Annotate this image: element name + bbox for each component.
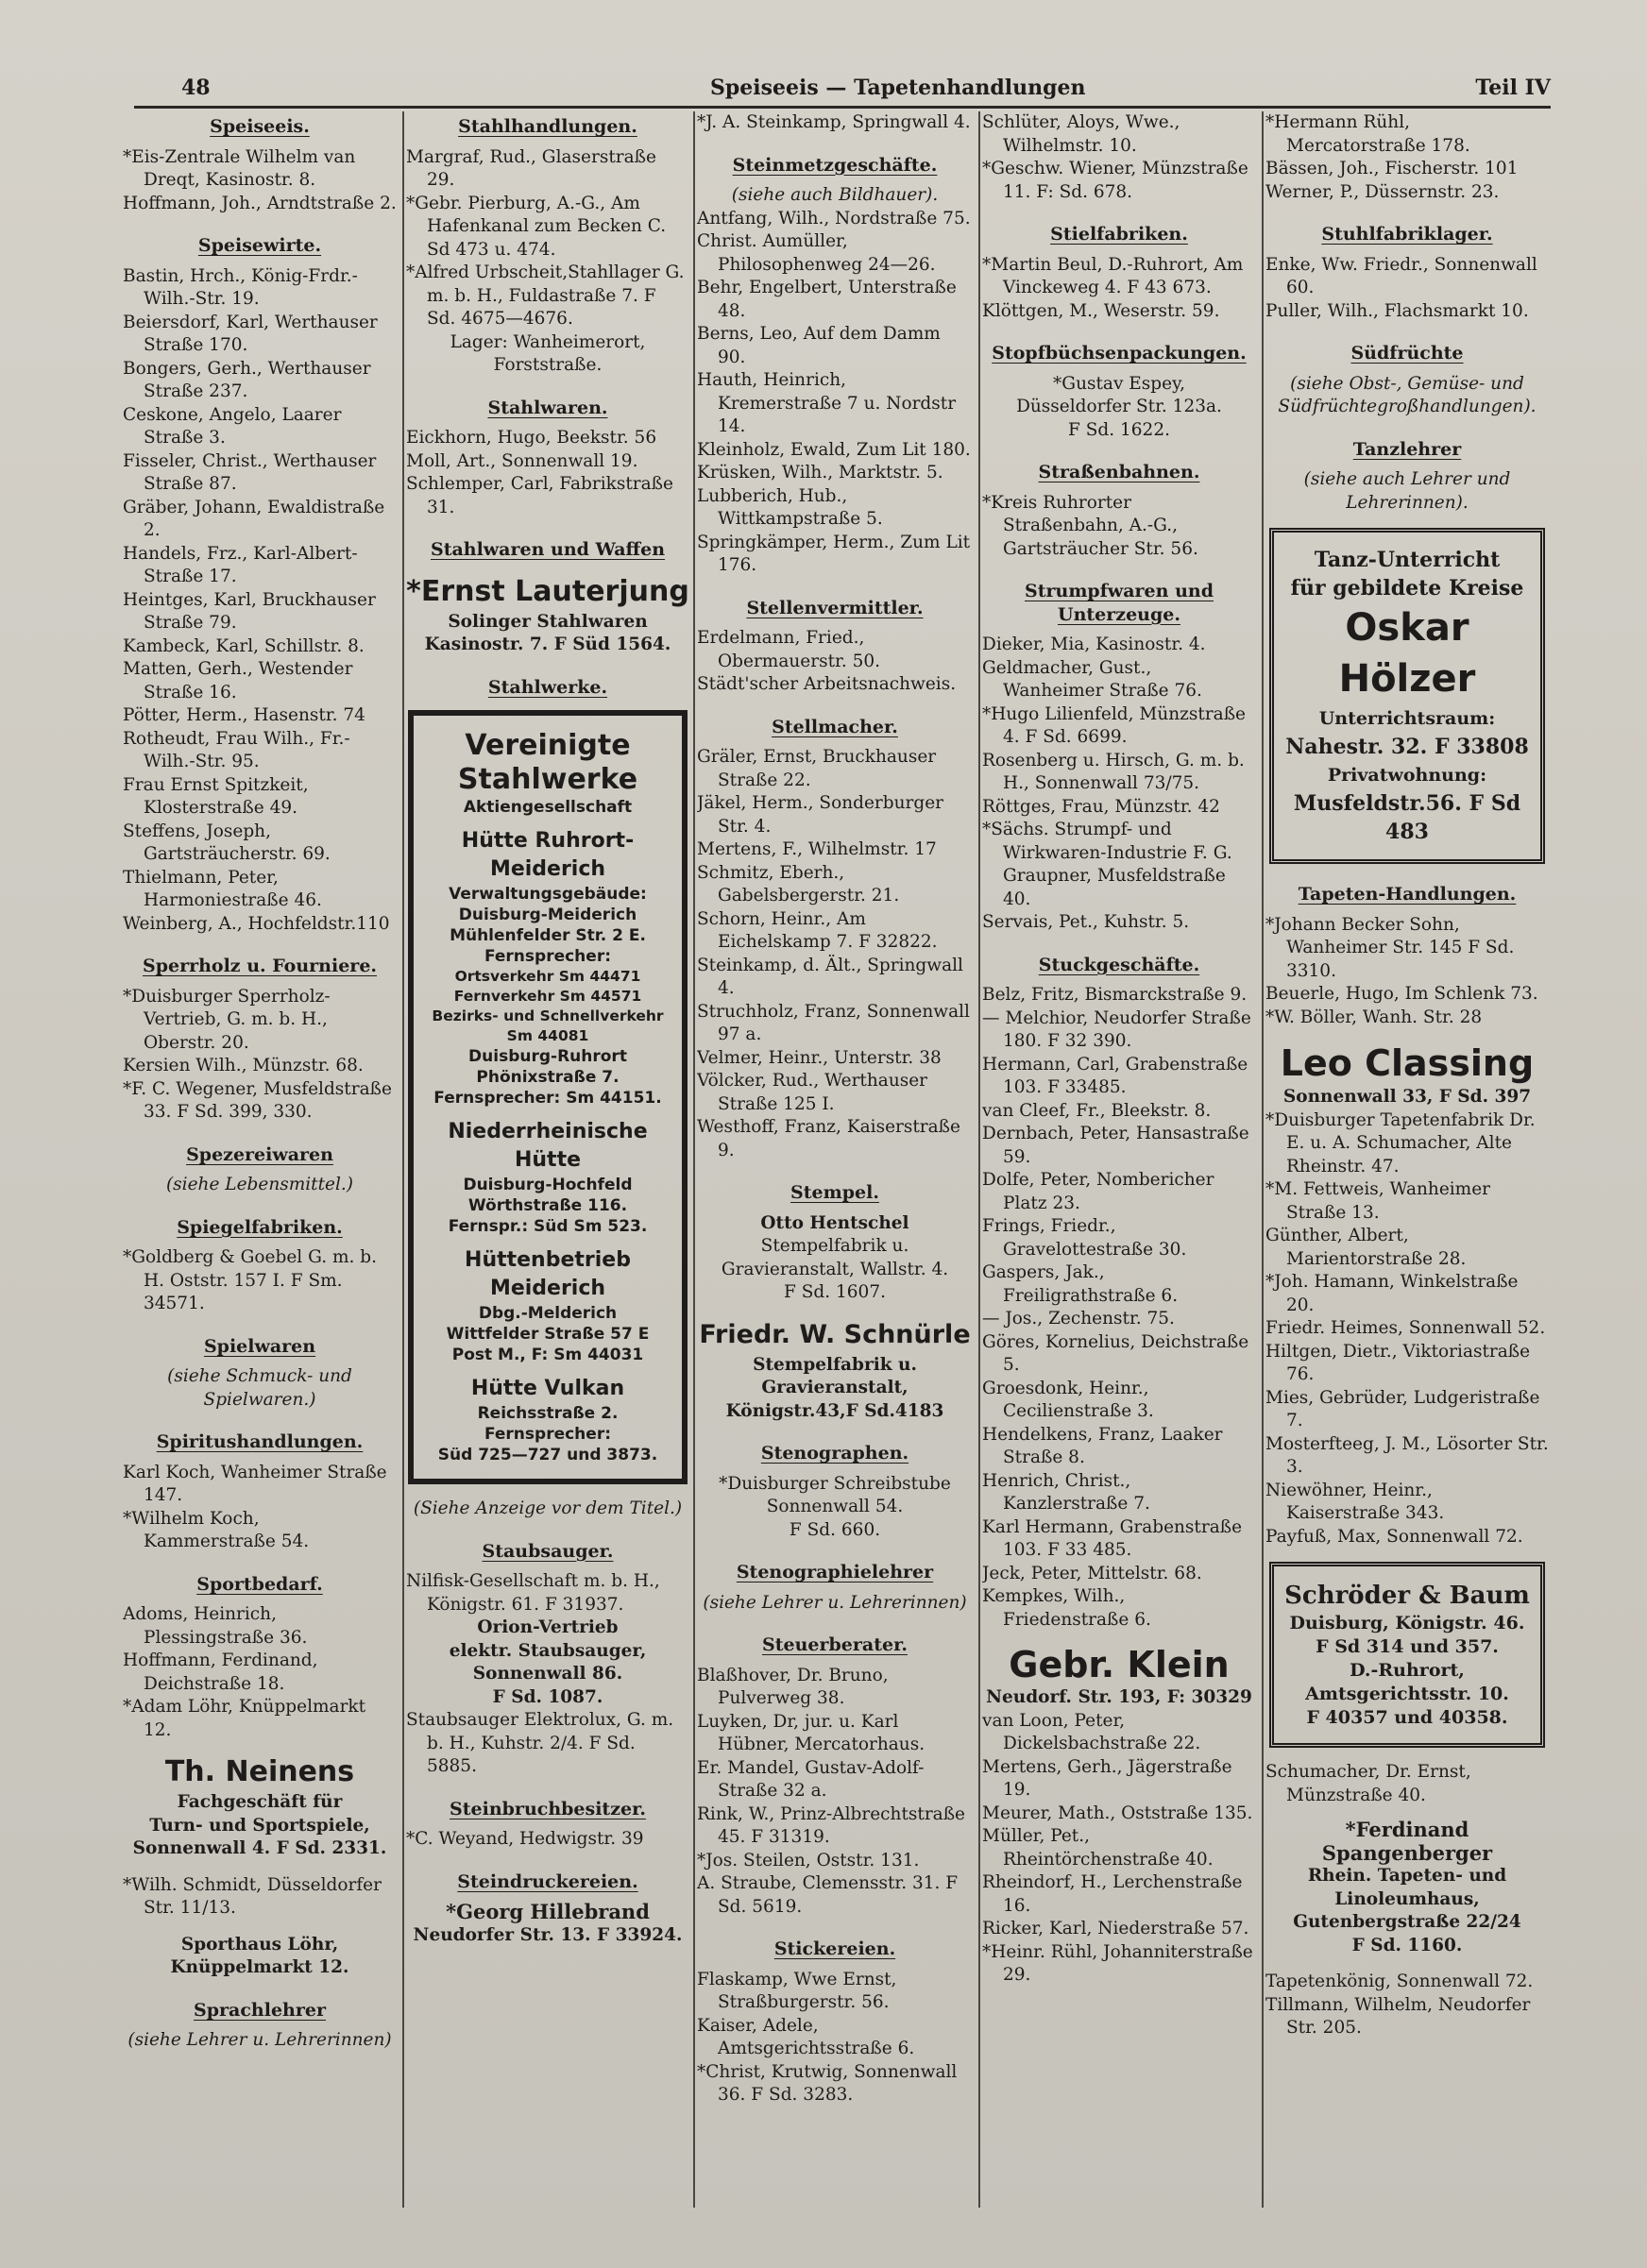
advert-name: Friedr. W. Schnürle: [699, 1319, 971, 1349]
entry: Schlüter, Aloys, Wwe., Wilhelmstr. 10.: [982, 112, 1180, 156]
section-heading: Stopfbüchsenpackungen.: [992, 343, 1247, 364]
advert-line: Neudorf. Str. 193, F: 30329: [986, 1687, 1252, 1707]
entry: Servais, Pet., Kuhstr. 5.: [982, 912, 1190, 932]
entry: Eickhorn, Hugo, Beekstr. 56: [406, 428, 657, 448]
entry: Adoms, Heinrich, Plessingstraße 36.: [123, 1604, 308, 1648]
section-heading: Staubsauger.: [482, 1540, 614, 1562]
advert-name: Gebr. Klein: [1009, 1644, 1230, 1685]
advert-line: Fernsprecher:: [484, 947, 612, 966]
entry: Schlemper, Carl, Fabrikstraße 31.: [406, 474, 673, 517]
entry: *Johann Becker Sohn, Wanheimer Str. 145 F Sd. 3310.: [1265, 914, 1515, 981]
entry: Pötter, Herm., Hasenstr. 74: [123, 705, 365, 725]
entry: Weinberg, A., Hochfeldstr.110: [123, 913, 390, 934]
column-divider: [693, 111, 695, 2208]
entry: Mertens, F., Wilhelmstr. 17: [697, 839, 937, 859]
entry: *Heinr. Rühl, Johanniterstraße 29.: [982, 1941, 1253, 1985]
entry: *Sächs. Strumpf- und Wirkwaren-Industrie F. G. Graupner, Musfeldstraße 40.: [982, 820, 1232, 909]
entry: Tillmann, Wilhelm, Neudorfer Str. 205.: [1265, 1994, 1531, 2038]
section-heading: Stempel.: [790, 1182, 879, 1203]
advert-title: Hüttenbetrieb Meiderich: [465, 1248, 631, 1300]
entry: *W. Böller, Wanh. Str. 28: [1265, 1007, 1483, 1027]
advert-line: elektr. Staubsauger,: [449, 1640, 647, 1661]
advert-title: Niederrheinische Hütte: [448, 1120, 648, 1172]
entry: Velmer, Heinr., Unterstr. 38: [697, 1047, 942, 1068]
advert-name: Schröder & Baum: [1284, 1582, 1530, 1610]
advert-line: Stempelfabrik u. Gravieranstalt, Wallstr. 4.: [721, 1236, 949, 1279]
entry: Struchholz, Franz, Sonnenwall 97 a.: [697, 1001, 970, 1044]
entry: Puller, Wilh., Flachsmarkt 10.: [1265, 300, 1529, 321]
entry: Matten, Gerh., Westender Straße 16.: [123, 659, 353, 702]
entry: *Joh. Hamann, Winkelstraße 20.: [1265, 1272, 1519, 1315]
entry: *Kreis Ruhrorter Straßenbahn, A.-G., Gartsträucher Str. 56.: [982, 492, 1198, 559]
entry: *Jos. Steilen, Oststr. 131.: [697, 1850, 920, 1870]
advert-title: Hütte Vulkan: [470, 1377, 625, 1400]
advert-line: Musfeldstr.56. F Sd 483: [1293, 791, 1521, 844]
entry: Fisseler, Christ., Werthauser Straße 87.: [123, 450, 377, 494]
advert-name: Th. Neinens: [164, 1755, 355, 1788]
entry: Er. Mandel, Gustav-Adolf-Straße 32 a.: [697, 1757, 925, 1801]
entry: Bässen, Joh., Fischerstr. 101: [1265, 159, 1519, 178]
section-heading: Südfrüchte: [1350, 343, 1464, 364]
entry: — Melchior, Neudorfer Straße 180. F 32 390.: [982, 1007, 1251, 1051]
entry: Meurer, Math., Oststraße 135.: [982, 1803, 1253, 1823]
advert-box-stahlwerke: [408, 710, 688, 1484]
section-heading: Stickereien.: [773, 1938, 896, 1959]
advert-line: Duisburg-Hochfeld: [463, 1176, 633, 1194]
section-heading: Tanzlehrer: [1352, 438, 1462, 460]
entry: Moll, Art., Sonnenwall 19.: [406, 450, 638, 471]
entry: Heintges, Karl, Bruckhauser Straße 79.: [123, 589, 376, 633]
entry: Kambeck, Karl, Schillstr. 8.: [123, 635, 365, 656]
section-heading: Steuerberater.: [762, 1634, 908, 1655]
advert-line: Privatwohnung:: [1327, 765, 1487, 786]
entry: Blaßhover, Dr. Bruno, Pulverweg 38.: [697, 1665, 889, 1708]
advert-line: Kasinostr. 7. F Süd 1564.: [424, 635, 671, 654]
advert-line: Sonnenwall 33, F Sd. 397: [1282, 1087, 1532, 1107]
advert-line: Duisburg-Meiderich: [458, 906, 637, 924]
part-label: Teil IV: [1475, 76, 1551, 100]
entry: Hermann, Carl, Grabenstraße 103. F 33485.: [982, 1054, 1248, 1097]
advert-name: *Ernst Lauterjung: [406, 574, 689, 608]
advert-line: Sporthaus Löhr,: [180, 1934, 339, 1955]
entry: Gräber, Johann, Ewaldistraße 2.: [123, 497, 385, 540]
entry: Groesdonk, Heinr., Cecilienstraße 3.: [982, 1378, 1154, 1421]
section-heading: Steindruckereien.: [457, 1870, 638, 1892]
column-divider: [402, 111, 404, 2208]
entry-note: Lager: Wanheimerort, Forststraße.: [450, 331, 646, 375]
entry: Frau Ernst Spitzkeit, Klosterstraße 49.: [123, 774, 309, 818]
entry: Ricker, Karl, Niederstraße 57.: [982, 1919, 1249, 1938]
column-divider: [1262, 111, 1264, 2208]
entry: Berns, Leo, Auf dem Damm 90.: [697, 324, 941, 367]
advert-line: Wörthstraße 116.: [467, 1196, 628, 1215]
section-heading: Strumpfwaren und Unterzeuge.: [1025, 581, 1214, 625]
section-heading: Sprachlehrer: [194, 1999, 326, 2021]
advert-line: Duisburg, Königstr. 46.: [1289, 1613, 1525, 1633]
entry: Kersien Wilh., Münzstr. 68.: [123, 1056, 364, 1075]
entry: Lubberich, Hub., Wittkampstraße 5.: [697, 485, 883, 529]
entry: van Loon, Peter, Dickelsbachstraße 22.: [982, 1710, 1201, 1753]
section-heading: Sportbedarf.: [196, 1573, 323, 1595]
advert-line: Sonnenwall 86.: [472, 1664, 623, 1684]
advert-line: Wittfelder Straße 57 E: [446, 1325, 650, 1344]
entry: Flaskamp, Wwe Ernst, Straßburgerstr. 56.: [697, 1969, 897, 2012]
entry: *J. A. Steinkamp, Springwall 4.: [697, 112, 971, 132]
entry: Ceskone, Angelo, Laarer Straße 3.: [123, 404, 342, 448]
advert-line: *Duisburger Schreibstube: [719, 1473, 951, 1494]
entry: *Hermann Rühl, Mercatorstraße 178.: [1265, 112, 1470, 156]
entry: Rheindorf, H., Lerchenstraße 16.: [982, 1872, 1243, 1916]
entry: Dernbach, Peter, Hansastraße 59.: [982, 1124, 1249, 1167]
section-heading: Speiseeis.: [210, 116, 310, 137]
entry: Enke, Ww. Friedr., Sonnenwall 60.: [1265, 254, 1537, 297]
advert-line: Duisburg-Ruhrort: [468, 1047, 627, 1066]
entry: Kleinholz, Ewald, Zum Lit 180.: [697, 439, 971, 460]
advert-line: D.-Ruhrort,: [1350, 1660, 1465, 1681]
section-heading: Stellmacher.: [772, 716, 898, 737]
section-heading: Speisewirte.: [197, 235, 322, 256]
entry: van Cleef, Fr., Bleekstr. 8.: [982, 1100, 1212, 1121]
advert-line: Post M., F: Sm 44031: [451, 1346, 644, 1364]
entry: Schumacher, Dr. Ernst, Münzstraße 40.: [1265, 1762, 1471, 1805]
section-heading: Tapeten-Handlungen.: [1298, 884, 1517, 905]
entry: Westhoff, Franz, Kaiserstraße 9.: [697, 1117, 960, 1160]
section-heading: Stuckgeschäfte.: [1038, 954, 1200, 975]
section-heading: Stahlwaren und Waffen: [430, 539, 666, 560]
advert-line: Unterrichtsraum:: [1318, 708, 1496, 729]
advert-line: Turn- und Sportspiele,: [149, 1815, 370, 1836]
section-heading: Spiegelfabriken.: [177, 1216, 343, 1238]
entry: Völcker, Rud., Werthauser Straße 125 I.: [697, 1071, 928, 1114]
section-heading: Stenographen.: [760, 1443, 909, 1464]
entry: Staubsauger Elektrolux, G. m. b. H., Kuhstr. 2/4. F Sd. 5885.: [406, 1710, 674, 1776]
entry: *M. Fettweis, Wanheimer Straße 13.: [1265, 1179, 1491, 1223]
column-2: [406, 111, 689, 2226]
entry: Dolfe, Peter, Nombericher Platz 23.: [982, 1170, 1214, 1213]
advert-line: Dbg.-Melderich: [478, 1304, 618, 1323]
column-divider: [978, 111, 980, 2208]
advert-line: Neudorfer Str. 13. F 33924.: [413, 1924, 683, 1945]
advert-line: Mühlenfelder Str. 2 E.: [450, 926, 646, 945]
advert-line: Rhein. Tapeten- und Linoleumhaus,: [1307, 1866, 1507, 1909]
page-number: 48: [181, 76, 211, 100]
cross-reference: (siehe Obst-, Gemüse- und Südfrüchtegroßhandlungen).: [1278, 373, 1537, 416]
entry: Hoffmann, Joh., Arndtstraße 2.: [123, 193, 397, 213]
section-heading: Straßenbahnen.: [1038, 462, 1200, 482]
column-4: [982, 111, 1256, 2226]
cross-reference: (Siehe Anzeige vor dem Titel.): [413, 1498, 683, 1518]
advert-line: Aktiengesellschaft: [463, 798, 633, 817]
entry: Belz, Fritz, Bismarckstraße 9.: [982, 985, 1248, 1005]
entry: Handels, Frz., Karl-Albert-Straße 17.: [123, 543, 358, 586]
entry: Antfang, Wilh., Nordstraße 75.: [697, 208, 971, 228]
entry: Behr, Engelbert, Unterstraße 48.: [697, 278, 957, 321]
header-rule: [134, 106, 1551, 109]
section-heading: Sperrholz u. Fourniere.: [142, 956, 378, 976]
advert-line: Süd 725—727 und 3873.: [437, 1446, 658, 1464]
entry: Beiersdorf, Karl, Werthauser Straße 170.: [123, 312, 378, 355]
entry: Mosterfteeg, J. M., Lösorter Str. 3.: [1265, 1433, 1549, 1477]
entry: Christ. Aumüller, Philosophenweg 24—26.: [697, 231, 936, 275]
entry: Hendelkens, Franz, Laaker Straße 8.: [982, 1424, 1223, 1467]
entry: *Adam Löhr, Knüppelmarkt 12.: [123, 1697, 366, 1740]
advert-name: Leo Classing: [1280, 1042, 1535, 1084]
entry: *Gebr. Pierburg, A.-G., Am Hafenkanal zum Becken C. Sd 473 u. 474.: [406, 193, 667, 260]
entry: Hauth, Heinrich, Kremerstraße 7 u. Nordstr 14.: [697, 370, 957, 436]
entry: *Hugo Lilienfeld, Münzstraße 4. F Sd. 6699.: [982, 703, 1246, 747]
entry: Städt'scher Arbeitsnachweis.: [697, 674, 957, 694]
advert-line: F 40357 und 40358.: [1306, 1707, 1508, 1728]
entry: Frings, Friedr., Gravelottestraße 30.: [982, 1216, 1187, 1260]
section-heading: Steinmetzgeschäfte.: [732, 154, 938, 176]
entry: Bongers, Gerh., Werthauser Straße 237.: [123, 358, 371, 401]
entry: *Duisburger Sperrholz-Vertrieb, G. m. b. H., Oberstr. 20.: [123, 986, 331, 1053]
entry: *Wilh. Schmidt, Düsseldorfer Str. 11/13.: [123, 1874, 382, 1918]
advert-line: Fernsprecher:: [484, 1425, 612, 1444]
advert-line: *Gustav Espey,: [1053, 373, 1185, 394]
entry: Steffens, Joseph, Gartsträucherstr. 69.: [123, 821, 331, 864]
entry: Gräler, Ernst, Bruckhauser Straße 22.: [697, 747, 937, 790]
entry: Rotheudt, Frau Wilh., Fr.-Wilh.-Str. 95.: [123, 728, 350, 771]
advert-title: Hütte Ruhrort-Meiderich: [461, 829, 635, 881]
entry: *F. C. Wegener, Musfeldstraße 33. F Sd. 399, 330.: [123, 1078, 392, 1122]
advert-line: Bezirks- und Schnellverkehr Sm 44081: [432, 1007, 664, 1044]
advert-line: Gutenbergstraße 22/24: [1293, 1912, 1521, 1932]
entry: Beuerle, Hugo, Im Schlenk 73.: [1265, 984, 1538, 1004]
entry: Werner, P., Düssernstr. 23.: [1265, 181, 1500, 202]
entry: — Jos., Zechenstr. 75.: [982, 1309, 1175, 1329]
entry: Karl Koch, Wanheimer Straße 147.: [123, 1462, 387, 1505]
advert-box-tanzunterricht: [1269, 528, 1545, 864]
entry: Steinkamp, d. Ält., Springwall 4.: [697, 955, 963, 998]
column-1: [123, 111, 397, 2226]
section-heading: Stielfabriken.: [1050, 224, 1188, 245]
entry: Rosenberg u. Hirsch, G. m. b. H., Sonnenwall 73/75.: [982, 750, 1245, 793]
section-heading: Spiritushandlungen.: [156, 1431, 364, 1452]
page-header: [134, 76, 1551, 108]
advert-line: F Sd. 1087.: [492, 1686, 603, 1707]
entry: Röttges, Frau, Münzstr. 42: [982, 796, 1220, 817]
entry: Springkämper, Herm., Zum Lit 176.: [697, 532, 971, 575]
cross-reference: (siehe Lehrer u. Lehrerinnen): [127, 2030, 392, 2050]
advert-line: für gebildete Kreise: [1290, 576, 1524, 601]
entry: Günther, Albert, Marientorstraße 28.: [1265, 1226, 1467, 1269]
column-5: [1265, 111, 1549, 2226]
entry: *Geschw. Wiener, Münzstraße 11. F: Sd. 678.: [982, 159, 1248, 202]
section-heading: Stahlhandlungen.: [458, 116, 637, 137]
entry: Kaiser, Adele, Amtsgerichtsstraße 6.: [697, 2015, 915, 2058]
section-heading: Stenographielehrer: [736, 1562, 934, 1583]
section-heading: Stuhlfabriklager.: [1321, 224, 1493, 245]
entry: Bastin, Hrch., König-Frdr.-Wilh.-Str. 19.: [123, 265, 358, 309]
entry: *Eis-Zentrale Wilhelm van Dreqt, Kasinostr. 8.: [123, 146, 356, 190]
advert-box-schroeder-baum: [1269, 1562, 1545, 1748]
section-heading: Stellenvermittler.: [746, 597, 924, 618]
entry: Nilfisk-Gesellschaft m. b. H., Königstr. 61. F 31937.: [406, 1571, 660, 1615]
advert-line: Verwaltungsgebäude:: [449, 885, 647, 904]
section-heading: Stahlwerke.: [487, 676, 608, 698]
advert-line: Knüppelmarkt 12.: [170, 1957, 349, 1977]
advert-line: F Sd 314 und 357.: [1316, 1636, 1499, 1657]
entry: Kempkes, Wilh., Friedenstraße 6.: [982, 1586, 1151, 1630]
entry: Mertens, Gerh., Jägerstraße 19.: [982, 1756, 1232, 1800]
entry: Schorn, Heinr., Am Eichelskamp 7. F 32822.: [697, 908, 938, 952]
entry: Gaspers, Jak., Freiligrathstraße 6.: [982, 1262, 1179, 1306]
advert-line: Solinger Stahlwaren: [448, 611, 648, 632]
advert-line: Fernspr.: Süd Sm 523.: [448, 1217, 648, 1236]
column-3: [697, 111, 973, 2226]
entry: Hoffmann, Ferdinand, Deichstraße 18.: [123, 1650, 318, 1694]
entry: Krüsken, Wilh., Marktstr. 5.: [697, 463, 943, 482]
entry: Niewöhner, Heinr., Kaiserstraße 343.: [1265, 1480, 1445, 1523]
entry: *Wilhelm Koch, Kammerstraße 54.: [123, 1508, 310, 1551]
entry: Jeck, Peter, Mittelstr. 68.: [982, 1563, 1202, 1583]
advert-line: Stempelfabrik u. Gravieranstalt, Königstr.43,F Sd.4183: [725, 1354, 944, 1421]
entry: Thielmann, Peter, Harmoniestraße 46.: [123, 867, 322, 910]
entry: Luyken, Dr, jur. u. Karl Hübner, Mercatorhaus.: [697, 1711, 925, 1754]
advert-line: Amtsgerichtsstr. 10.: [1305, 1684, 1509, 1704]
entry: Jäkel, Herm., Sonderburger Str. 4.: [697, 793, 943, 837]
entry: *Duisburger Tapetenfabrik Dr. E. u. A. Schumacher, Alte Rheinstr. 47.: [1265, 1109, 1536, 1176]
advert-line: Fachgeschäft für: [177, 1792, 343, 1812]
advert-title: Stahlwerke: [457, 763, 638, 796]
section-heading: Spezereiwaren: [186, 1143, 333, 1165]
advert-line: Fernverkehr Sm 44571: [453, 988, 642, 1005]
cross-reference: (siehe Lebensmittel.): [165, 1175, 354, 1194]
section-heading: Stahlwaren.: [487, 397, 608, 418]
entry: *C. Weyand, Hedwigstr. 39: [406, 1829, 644, 1849]
entry: Payfuß, Max, Sonnenwall 72.: [1265, 1526, 1523, 1547]
entry: Karl Hermann, Grabenstraße 103. F 33 485.: [982, 1516, 1243, 1560]
entry: Klöttgen, M., Weserstr. 59.: [982, 300, 1220, 321]
cross-reference: (siehe Schmuck- und Spielwaren.): [167, 1366, 352, 1410]
entry: Erdelmann, Fried., Obermauerstr. 50.: [697, 628, 881, 671]
entry: Dieker, Mia, Kasinostr. 4.: [982, 635, 1206, 654]
advert-line: Ortsverkehr Sm 44471: [454, 968, 641, 985]
entry: *Alfred Urbscheit,Stahllager G. m. b. H., Fuldastraße 7. F Sd. 4675—4676.: [406, 262, 685, 329]
cross-reference: (siehe Lehrer u. Lehrerinnen): [703, 1592, 967, 1613]
advert-line: Otto Hentschel: [760, 1212, 909, 1233]
running-title: Speiseeis — Tapetenhandlungen: [710, 76, 1086, 100]
advert-line: Sonnenwall 54.: [766, 1497, 904, 1516]
advert-line: Düsseldorfer Str. 123a.: [1016, 397, 1222, 416]
entry: A. Straube, Clemensstr. 31. F Sd. 5619.: [697, 1873, 959, 1917]
advert-line: F Sd. 1607.: [784, 1282, 886, 1302]
cross-reference: (siehe auch Bildhauer).: [731, 185, 939, 205]
entry: Friedr. Heimes, Sonnenwall 52.: [1265, 1318, 1546, 1338]
entry: Rink, W., Prinz-Albrechtstraße 45. F 31319.: [697, 1803, 966, 1847]
entry: Göres, Kornelius, Deichstraße 5.: [982, 1331, 1249, 1375]
advert-name: *Ferdinand Spangenberger: [1321, 1818, 1493, 1865]
advert-line: F Sd. 1160.: [1351, 1935, 1463, 1955]
section-heading: Spielwaren: [203, 1335, 316, 1357]
entry: Hiltgen, Dietr., Viktoriastraße 76.: [1265, 1341, 1531, 1384]
advert-name: Oskar Hölzer: [1338, 606, 1476, 701]
entry: Geldmacher, Gust., Wanheimer Straße 76.: [982, 657, 1202, 701]
advert-line: Orion-Vertrieb: [477, 1617, 619, 1637]
advert-name: *Georg Hillebrand: [446, 1900, 650, 1923]
advert-line: Nahestr. 32. F 33808: [1285, 735, 1529, 759]
entry: *Martin Beul, D.-Ruhrort, Am Vinckeweg 4. F 43 673.: [982, 254, 1244, 297]
entry: Tapetenkönig, Sonnenwall 72.: [1265, 1972, 1534, 1991]
cross-reference: (siehe auch Lehrer und Lehrerinnen).: [1303, 469, 1511, 513]
entry: Schmitz, Eberh., Gabelsbergerstr. 21.: [697, 862, 900, 906]
entry: Henrich, Christ., Kanzlerstraße 7.: [982, 1470, 1150, 1514]
entry: Müller, Pet., Rheintörchenstraße 40.: [982, 1826, 1214, 1870]
advert-line: Fernsprecher: Sm 44151.: [433, 1089, 662, 1108]
advert-line: Tanz-Unterricht: [1314, 548, 1501, 572]
advert-line: Sonnenwall 4. F Sd. 2331.: [132, 1838, 387, 1858]
advert-line: F Sd. 660.: [789, 1519, 881, 1540]
advert-line: Phönixstraße 7.: [476, 1068, 620, 1087]
entry: *Goldberg & Goebel G. m. b. H. Oststr. 157 I. F Sm. 34571.: [123, 1247, 377, 1313]
entry: *Christ, Krutwig, Sonnenwall 36. F Sd. 3283.: [697, 2061, 958, 2105]
entry: Mies, Gebrüder, Ludgeristraße 7.: [1265, 1387, 1540, 1430]
advert-line: F Sd. 1622.: [1068, 419, 1170, 440]
advert-title: Vereinigte: [465, 729, 631, 762]
entry: Margraf, Rud., Glaserstraße 29.: [406, 146, 656, 190]
advert-line: Reichsstraße 2.: [477, 1404, 619, 1423]
section-heading: Steinbruchbesitzer.: [450, 1798, 646, 1819]
